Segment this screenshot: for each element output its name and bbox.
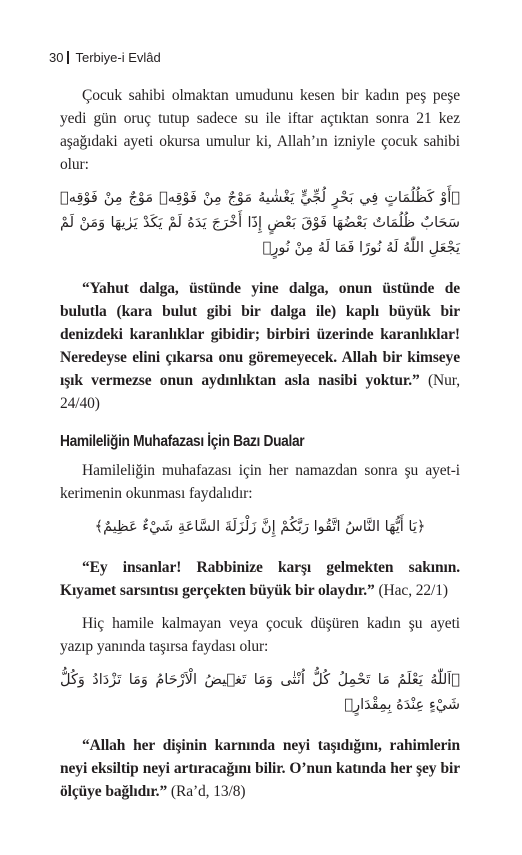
- running-header: [49, 50, 161, 66]
- translation-rad-13-8: [60, 734, 460, 803]
- translation-hac-22-1: [60, 556, 460, 602]
- paragraph-miscarriage-intro: Hiç hamile kalmayan veya çocuk düşüren kadın şu ayeti yazıp yanında taşırsa faydası olur:: [60, 615, 460, 655]
- translation-text: “Ey insanlar! Rabbinize karşı gelmekten sakının. Kıyamet sarsıntısı gerçekten büyük bir olaydır.”: [60, 559, 460, 599]
- arabic-verse-rad-13-8: ﴿اَللّٰهُ يَعْلَمُ مَا تَحْمِلُ كُلُّ اُنْثٰى وَمَا تَغٖيضُ الْاَرْحَامُ وَمَا تَزْدَادُ وَكُلُّ شَيْءٍ عِنْدَهُ بِمِقْدَارٍ﴾: [60, 672, 460, 713]
- arabic-verse-hac-22-1: ﴿يَا أَيُّهَا النَّاسُ اتَّقُوا رَبَّكُمْ إِنَّ زَلْزَلَةَ السَّاعَةِ شَيْءٌ عَظِيمٌ﴾: [94, 519, 426, 535]
- paragraph-pregnancy-intro: Hamileliğin muhafazası için her namazdan sonra şu ayet-i kerimenin okunması faydalıdır:: [60, 462, 460, 502]
- verse-reference: (Hac, 22/1): [378, 582, 448, 599]
- section-heading: Hamileliğin Muhafazası İçin Bazı Dualar: [60, 433, 305, 450]
- verse-reference: (Ra’d, 13/8): [170, 783, 246, 800]
- page-number: 30: [49, 50, 64, 65]
- translation-text: “Yahut dalga, üstünde yine dalga, onun üstünde de bulutla (kara bulut gibi bir dalga ile) kaplı büyük bir denizdeki karanlıklar gibidir; birbiri üzerinde karanlıklar! Neredeyse elini çıkarsa onu göremeyecek. Allah bir kimseye ışık vermezse onun aydınlıktan asla nasibi yoktur.”: [60, 280, 460, 389]
- paragraph-fertility-intro: Çocuk sahibi olmaktan umudunu kesen bir kadın peş peşe yedi gün oruç tutup sadece su ile iftar açtıktan sonra 21 kez aşağıdaki ayeti okursa umulur ki, Allah’ın izniyle çocuk sahibi olur:: [60, 87, 460, 173]
- translation-nur-24-40: [60, 277, 460, 415]
- book-title: Terbiye-i Evlâd: [75, 50, 161, 65]
- page-body: [60, 84, 460, 803]
- arabic-verse-nur-24-40: ﴿أَوْ كَظُلُمَاتٍ فِي بَحْرٍ لُجِّيٍّ يَغْشٰيهُ مَوْجٌ مِنْ فَوْقِهٖ مَوْجٌ مِنْ فَوْقِهٖ سَحَابٌ ظُلُمَاتٌ بَعْضُهَا فَوْقَ بَعْضٍ إِذَٓا أَخْرَجَ يَدَهُ لَمْ يَكَدْ يَرٰيهَا وَمَنْ لَمْ يَجْعَلِ اللّٰهُ لَهُ نُورًا فَمَا لَهُ مِنْ نُورٍ﴾: [60, 190, 460, 256]
- verse-reference: (Nur, 24/40): [60, 372, 461, 412]
- translation-text: “Allah her dişinin karnında neyi taşıdığını, rahimlerin neyi eksiltip neyi artıracağını bilir. O’nun katında her şey bir ölçüye bağlıdır.”: [60, 737, 460, 800]
- header-divider: [67, 51, 69, 64]
